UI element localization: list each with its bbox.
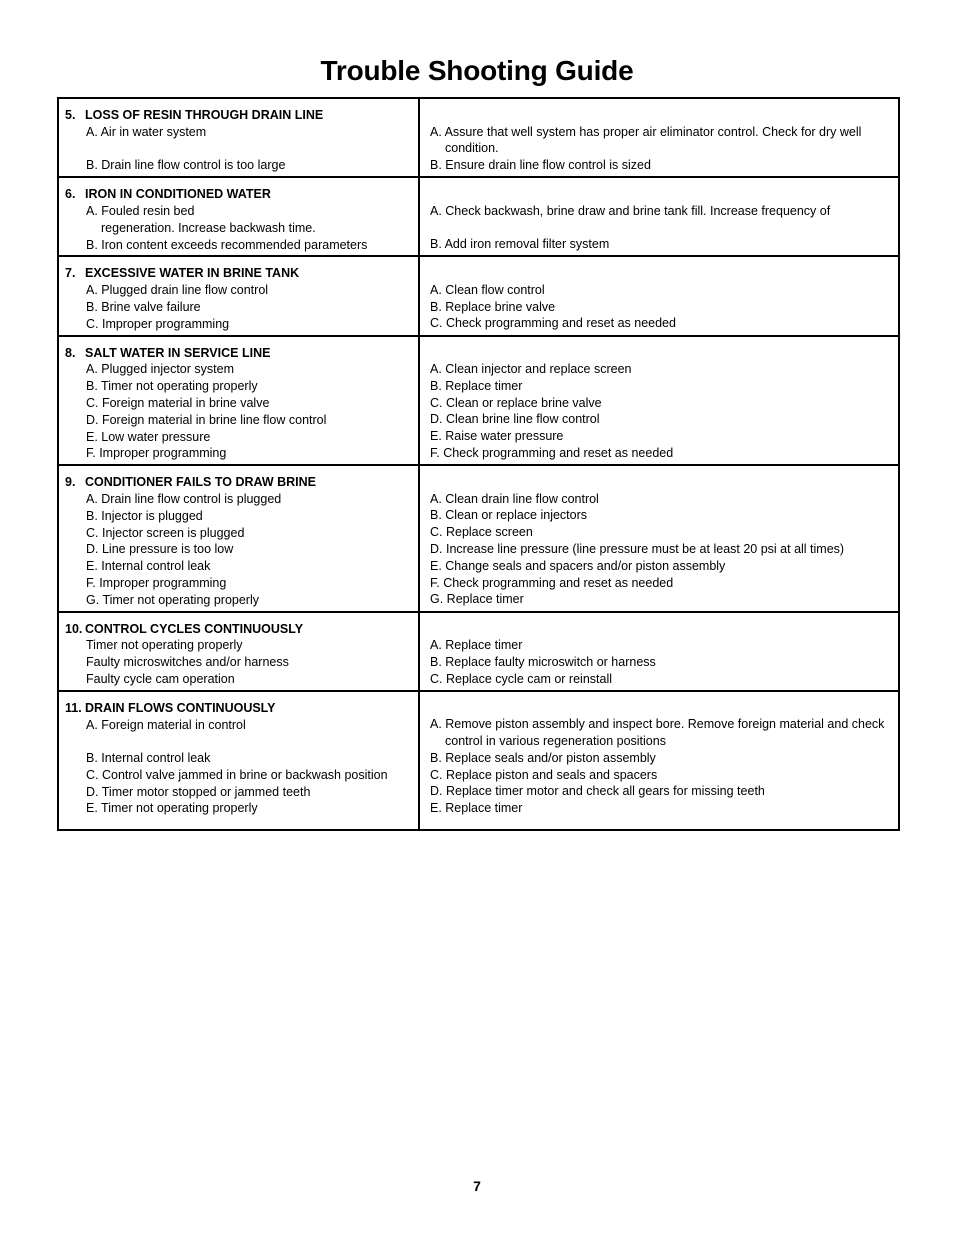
- solution-cell: [419, 612, 899, 691]
- solution-line: C. Replace cycle cam or reinstall: [430, 671, 613, 686]
- problem-title: DRAIN FLOWS CONTINUOUSLY: [85, 700, 276, 715]
- solution-line: B. Replace timer: [430, 378, 523, 393]
- problem-number: 8.: [65, 345, 76, 360]
- problem-cell: [58, 336, 419, 466]
- problem-title: CONDITIONER FAILS TO DRAW BRINE: [85, 475, 317, 490]
- problem-number: 10.: [65, 621, 83, 636]
- solution-line: E. Change seals and spacers and/or piston assembly: [430, 558, 726, 573]
- problem-title: EXCESSIVE WATER IN BRINE TANK: [85, 266, 300, 281]
- solution-line: C. Clean or replace brine valve: [430, 395, 602, 410]
- solution-cell: [419, 691, 899, 831]
- solution-line: B. Replace brine valve: [430, 299, 556, 314]
- solution-line: F. Check programming and reset as needed: [430, 446, 674, 461]
- problem-heading: [65, 345, 408, 362]
- solution-line: A. Clean injector and replace screen: [430, 362, 632, 377]
- problem-heading: [65, 265, 408, 282]
- cause-line: C. Control valve jammed in brine or backwash position: [86, 767, 388, 782]
- cause-line: regeneration. Increase backwash time.: [101, 220, 316, 235]
- cause-line: A. Drain line flow control is plugged: [86, 491, 282, 506]
- cause-line: C. Improper programming: [86, 316, 230, 331]
- problem-cell: [58, 177, 419, 256]
- cause-line: E. Low water pressure: [86, 429, 211, 444]
- problem-cell: [58, 256, 419, 335]
- solution-line: C. Replace screen: [430, 525, 533, 540]
- cause-line: B. Timer not operating properly: [86, 379, 258, 394]
- problem-number: 5.: [65, 108, 76, 122]
- solution-line: A. Clean drain line flow control: [430, 491, 599, 506]
- problem-number: 9.: [65, 475, 76, 490]
- solution-cell: [419, 336, 899, 466]
- cause-line: D. Timer motor stopped or jammed teeth: [86, 784, 311, 799]
- problem-heading: [65, 107, 408, 124]
- cause-line: A. Fouled resin bed: [86, 203, 195, 218]
- cause-line: B. Internal control leak: [86, 751, 211, 766]
- solution-line: [430, 219, 888, 236]
- trouble-row: [58, 691, 899, 831]
- trouble-row: [58, 336, 899, 466]
- trouble-row: [58, 612, 899, 691]
- cause-line: E. Internal control leak: [86, 559, 211, 574]
- solution-line: A. Remove piston assembly and inspect bore. Remove foreign material and check: [430, 717, 885, 732]
- cause-line: G. Timer not operating properly: [86, 592, 259, 607]
- cause-line: A. Plugged drain line flow control: [86, 283, 269, 298]
- solution-line: D. Clean brine line flow control: [430, 412, 600, 427]
- cause-line: D. Line pressure is too low: [86, 542, 234, 557]
- solution-line: B. Ensure drain line flow control is sized: [430, 158, 651, 173]
- solution-line: A. Replace timer: [430, 638, 523, 653]
- problem-cell: [58, 465, 419, 611]
- solution-line: D. Replace timer motor and check all gears for missing teeth: [430, 784, 765, 799]
- trouble-row: [58, 256, 899, 335]
- solution-line: F. Check programming and reset as needed: [430, 575, 674, 590]
- problem-title: LOSS OF RESIN THROUGH DRAIN LINE: [85, 108, 324, 122]
- cause-line: B. Drain line flow control is too large: [86, 158, 286, 173]
- problem-heading: [65, 621, 408, 638]
- problem-cell: [58, 98, 419, 177]
- cause-line: [86, 733, 408, 750]
- solution-line: E. Replace timer: [430, 801, 523, 816]
- solution-line: D. Increase line pressure (line pressure must be at least 20 psi at all times): [430, 542, 845, 557]
- solution-cell: [419, 256, 899, 335]
- problem-heading: [65, 186, 408, 203]
- solution-line: E. Raise water pressure: [430, 429, 564, 444]
- cause-line: Faulty cycle cam operation: [86, 671, 235, 686]
- problem-cell: [58, 691, 419, 831]
- trouble-row: [58, 177, 899, 256]
- solution-line: control in various regeneration positions: [445, 734, 666, 748]
- solution-cell: [419, 177, 899, 256]
- problem-number: 7.: [65, 266, 76, 281]
- cause-line: C. Injector screen is plugged: [86, 525, 245, 540]
- solution-line: B. Replace faulty microswitch or harness: [430, 654, 656, 669]
- solution-line: C. Check programming and reset as needed: [430, 316, 676, 331]
- solution-line: B. Add iron removal filter system: [430, 237, 610, 252]
- solution-line: A. Clean flow control: [430, 282, 545, 297]
- solution-line: condition.: [445, 141, 499, 156]
- cause-line: C. Foreign material in brine valve: [86, 395, 270, 410]
- cause-line: B. Brine valve failure: [86, 299, 201, 314]
- cause-line: Faulty microswitches and/or harness: [86, 655, 289, 670]
- problem-number: 6.: [65, 187, 76, 202]
- solution-cell: [419, 98, 899, 177]
- troubleshooting-table: [57, 97, 900, 831]
- problem-title: SALT WATER IN SERVICE LINE: [85, 345, 271, 360]
- cause-line: A. Foreign material in control: [86, 717, 246, 732]
- solution-line: A. Check backwash, brine draw and brine tank fill. Increase frequency of: [430, 203, 831, 218]
- trouble-row: [58, 98, 899, 177]
- cause-line: A. Plugged injector system: [86, 362, 234, 377]
- cause-line: D. Foreign material in brine line flow control: [86, 412, 327, 427]
- page-title: Trouble Shooting Guide: [320, 55, 634, 86]
- solution-line: C. Replace piston and seals and spacers: [430, 767, 658, 782]
- cause-line: E. Timer not operating properly: [86, 801, 258, 816]
- page-number: 7: [473, 1178, 481, 1194]
- cause-line: A. Air in water system: [86, 124, 207, 139]
- solution-cell: [419, 465, 899, 611]
- cause-line: Timer not operating properly: [86, 638, 243, 653]
- cause-line: B. Injector is plugged: [86, 508, 203, 523]
- problem-cell: [58, 612, 419, 691]
- solution-line: B. Clean or replace injectors: [430, 508, 588, 523]
- problem-number: 11.: [65, 700, 82, 715]
- cause-line: [86, 141, 408, 158]
- solution-line: G. Replace timer: [430, 592, 524, 607]
- problem-title: CONTROL CYCLES CONTINUOUSLY: [85, 621, 304, 636]
- problem-heading: [65, 700, 408, 717]
- cause-line: B. Iron content exceeds recommended parameters: [86, 237, 368, 252]
- solution-line: B. Replace seals and/or piston assembly: [430, 750, 656, 765]
- cause-line: F. Improper programming: [86, 575, 227, 590]
- trouble-row: [58, 465, 899, 611]
- problem-title: IRON IN CONDITIONED WATER: [85, 187, 271, 202]
- problem-heading: [65, 474, 408, 491]
- cause-line: F. Improper programming: [86, 446, 227, 461]
- solution-line: A. Assure that well system has proper air eliminator control. Check for dry well: [430, 124, 862, 139]
